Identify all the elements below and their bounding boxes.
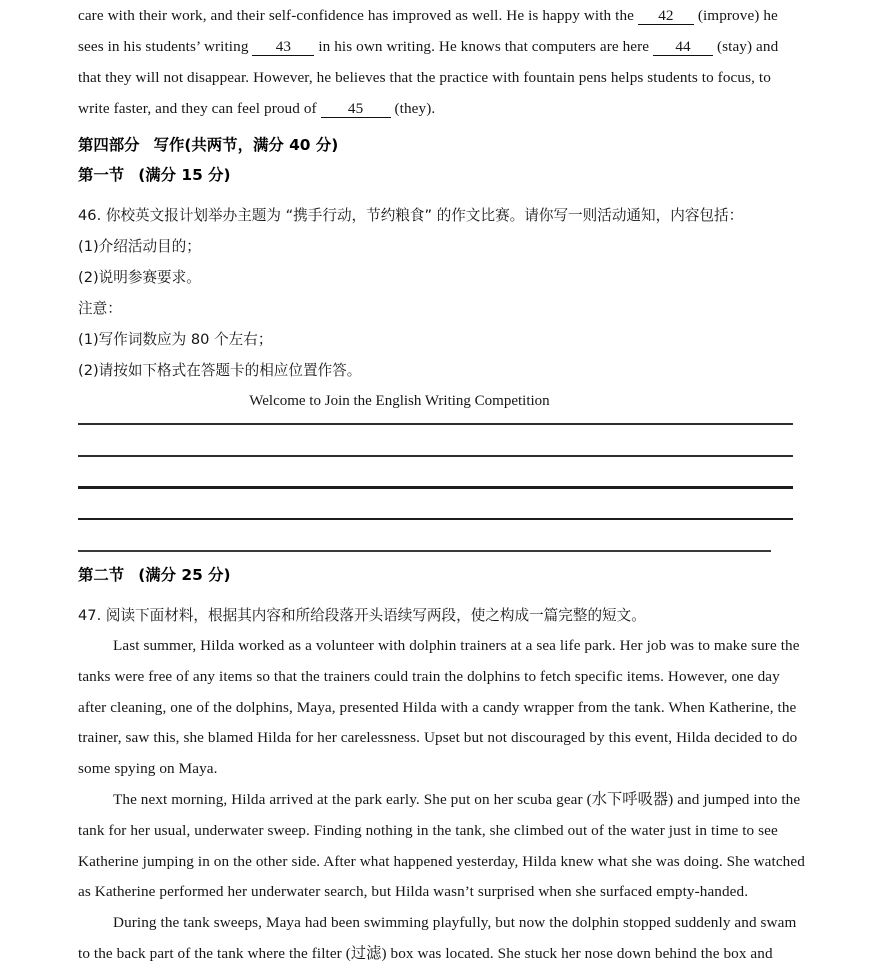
answer-line-5[interactable]	[78, 550, 771, 552]
question-46-note-1: (1)写作词数应为 80 个左右；	[78, 331, 273, 348]
section-two-heading	[78, 560, 793, 590]
composition-title-text: Welcome to Join the English Writing Competition	[249, 393, 550, 409]
reading-paragraph-1	[78, 631, 800, 785]
cloze-line-1-pre: care with their work, and their self-confidence has improved as well. He is happy with the	[78, 7, 634, 24]
paragraph-2-line-3: Katherine jumping in on the other side. After what happened yesterday, Hilda knew what she was doing. She watched	[78, 852, 805, 870]
paragraph-1-line-1: Last summer, Hilda worked as a volunteer with dolphin trainers at a sea life park. Her job was to make sure the	[113, 637, 800, 654]
paragraph-2-line-1: The next morning, Hilda arrived at the park early. She put on her scuba gear (水下呼吸器) and jumped into the	[113, 790, 801, 808]
question-47-prompt: 47. 阅读下面材料，根据其内容和所给段落开头语续写两段，使之构成一篇完整的短文。	[78, 607, 646, 624]
reading-paragraph-2	[78, 785, 805, 908]
exam-page	[78, 0, 805, 976]
blank-43[interactable]: 43	[252, 39, 314, 56]
cloze-line-3: that they will not disappear. However, he believes that the practice with fountain pens helps students to focus, to	[78, 69, 771, 86]
paragraph-1-line-5: some spying on Maya.	[78, 760, 218, 778]
paragraph-3-line-1: During the tank sweeps, Maya had been swimming playfully, but now the dolphin stopped suddenly and swam	[113, 914, 797, 932]
section-two-block	[78, 560, 805, 970]
paragraph-1-line-2: tanks were free of any items so that the trainers could train the dolphins to fetch specific items. However, one day	[78, 667, 780, 685]
cloze-line-1-post: (improve) he	[697, 7, 778, 24]
part-four-heading-title: 写作(共两节，满分 40 分)	[153, 136, 339, 154]
paragraph-1-line-4: trainer, saw this, she blamed Hilda for her carelessness. Upset but not discouraged by this event, Hilda decided to do	[78, 729, 798, 747]
cloze-line-4-post: (they).	[394, 100, 436, 117]
blank-45[interactable]: 45	[321, 101, 391, 118]
section-two-heading-label: 第二节	[78, 566, 125, 584]
cloze-line-4	[78, 93, 793, 124]
paragraph-1-line-3: after cleaning, one of the dolphins, Maya, presented Hilda with a candy wrapper from the tank. When Katherine, the	[78, 698, 797, 716]
section-two-score: (满分 25 分)	[138, 566, 231, 584]
question-46-prompt: 46. 你校英文报计划举办主题为 “携手行动，节约粮食” 的作文比赛。请你写一则活动通知，内容包括：	[78, 207, 744, 224]
cloze-line-1	[78, 0, 793, 31]
question-46-requirement-2: (2)说明参赛要求。	[78, 269, 201, 286]
cloze-line-2-mid: in his own writing. He knows that computers are here	[318, 38, 650, 55]
question-46-notes-label: 注意：	[78, 300, 122, 317]
composition-title	[78, 386, 793, 416]
answer-lines	[78, 423, 793, 552]
question-46-note-2: (2)请按如下格式在答题卡的相应位置作答。	[78, 362, 362, 379]
cloze-line-2-post: (stay) and	[716, 38, 779, 55]
cloze-line-2	[78, 31, 793, 62]
cloze-tail-block	[78, 0, 793, 124]
cloze-line-2-pre: sees in his students’ writing	[78, 38, 249, 55]
cloze-line-4-pre: write faster, and they can feel proud of	[78, 100, 317, 117]
section-one-score: (满分 15 分)	[138, 166, 231, 184]
part-four-heading-label: 第四部分	[78, 136, 140, 154]
blank-44[interactable]: 44	[653, 39, 713, 56]
section-one-heading	[78, 160, 793, 190]
blank-42[interactable]: 42	[638, 8, 694, 25]
paragraph-2-line-4: as Katherine performed her underwater search, but Hilda wasn’t surprised when she surfaced empty-handed.	[78, 883, 749, 901]
section-one-heading-label: 第一节	[78, 166, 125, 184]
question-46-requirement-1: (1)介绍活动目的；	[78, 238, 201, 255]
part-four-heading	[78, 130, 793, 160]
reading-paragraph-3	[78, 908, 797, 970]
paragraph-2-line-2: tank for her usual, underwater sweep. Finding nothing in the tank, she climbed out of the water just in time to see	[78, 821, 778, 839]
paragraph-3-line-2: to the back part of the tank where the filter (过滤) box was located. She stuck her nose down behind the box and	[78, 944, 773, 962]
